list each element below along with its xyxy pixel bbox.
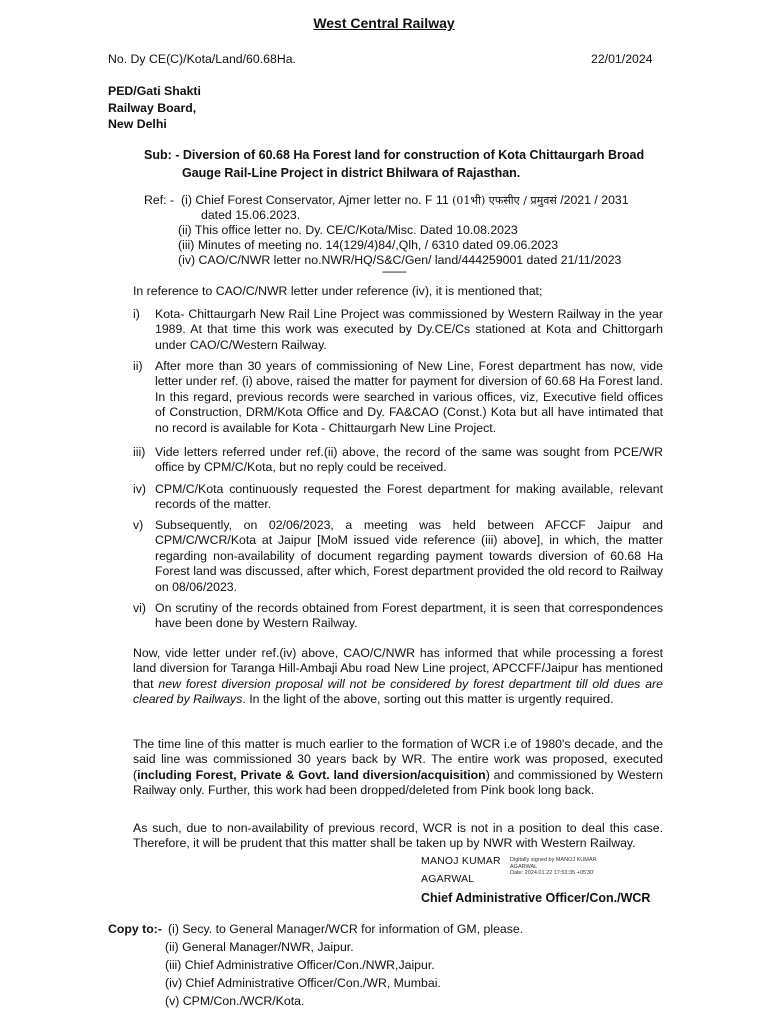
subject-label: Sub: - (144, 148, 180, 162)
ref-label: Ref: - (144, 193, 175, 207)
addressee-line: PED/Gati Shakti (108, 84, 201, 98)
addressee-line: New Delhi (108, 117, 167, 131)
digital-signature-stamp: Digitally signed by MANOJ KUMAR AGARWAL Date: 2024.01.22 17:53:35 +05'30' (510, 857, 597, 876)
organization-title: West Central Railway (313, 15, 455, 31)
copy-recipient: (v) CPM/Con./WCR/Kota. (165, 994, 305, 1008)
copy-recipient: (i) Secy. to General Manager/WCR for information of GM, please. (168, 922, 524, 936)
paragraph-conclusion: As such, due to non-availability of previous record, WCR is not in a position to deal this case. Therefore, it will be prudent that this matter shall be taken up by NWR with Western Railway. (133, 821, 663, 851)
copy-recipient: (iv) Chief Administrative Officer/Con./WR, Mumbai. (165, 976, 441, 990)
addressee-line: Railway Board, (108, 100, 197, 115)
signature-name: MANOJ KUMAR AGARWAL (421, 855, 501, 885)
addressee-block (108, 83, 201, 133)
intro-text: In reference to CAO/C/NWR letter under reference (iv), it is mentioned that; (133, 284, 543, 298)
signatory-designation: Chief Administrative Officer/Con./WCR (421, 891, 651, 905)
letter-page: West Central Railway No. Dy CE(C)/Kota/Land/60.68Ha. 22/01/2024 PED/Gati Shakti Railway Board, New Delhi Sub: - Diversion of 60.68 Ha Forest land for construction of Kota Chittaurgarh Broad Gauge Rail-Line Project in district Bhilwara of Rajasthan. Ref: - (i) Chief Forest Conservator, Ajmer letter no. F 11 (01भी) एफसीए / प्रमुवसं /2021 / 2031 dated 15.06.2023. (ii) This office letter no. Dy. CE/C/Kota/Misc. Dated 10.08.2023 (iii) Minutes of meeting no. 14(129/4)84/,Qlh, / 6310 dated 09.06.2023 (iv) CAO/C/NWR letter no.NWR/HQ/S&C/Gen/ land/444259001 dated 21/11/2023 --------- In reference to CAO/C/NWR letter under reference (iv), it is mentioned that; i) Kota- Chittaurgarh New Rail Line Project was commissioned by Western Railway in the year 1989. At that time this work was executed by Dy.CE/Cs stationed at Kota and Chittorgarh under CAO/C/Western Railway. ii) After more than 30 years of commissioning of New Line, Forest department has now, vide letter under ref. (i) above, raised the matter for payment for diversion of 60.68 Ha Forest land. In this regard, previous records were searched in various offices, viz, Executive field offices of Construction, DRM/Kota Office and Dy. FA&CAO (Const.) Kota but all have intimated that no record is available for Kota - Chittaurgarh New Line Project. iii) Vide letters referred under ref.(ii) above, the record of the same was sought from PCE/WR office by CPM/C/Kota, but no reply could be received. iv) CPM/C/Kota continuously requested the Forest department for making available, relevant records of the matter. v) Subsequently, on 02/06/2023, a meeting was held between AFCCF Jaipur and CPM/C/WCR/Kota at Jaipur [MoM issued vide reference (iii) above], in which, the matter regarding non-availability of document regarding payment towards diversion of 60.68 Ha Forest land was discussed, after which, Forest department provided the old record to Railway on 08/06/2023. vi) On scrutiny of the records obtained from Forest department, it is seen that correspondences have been done by Western Railway. Now, vide letter under ref.(iv) above, CAO/C/NWR has informed that while processing a forest land diversion for Taranga Hill-Ambaji Abu road New Line project, APCCFF/Jaipur has mentioned that new forest diversion proposal will not be considered by forest department till old dues are cleared by Railways. In the light of the above, sorting out this matter is urgently required. The time line of this matter is much earlier to the formation of WCR i.e of 1980's decade, and the said line was commissioned 30 years back by WR. The entire work was proposed, executed (including Forest, Private & Govt. land diversion/acquisition) and commissioned by Western Railway only. Further, this work had been dropped/deleted from Pink book long back. As such, due to non-availability of previous record, WCR is not in a position to deal this case. Therefore, it will be prudent that this matter shall be taken up by NWR with Western Railway. MANOJ KUMAR AGARWAL Digitally signed by MANOJ KUMAR AGARWAL Date: 2024.01.22 17:53:35 +05'30' Chief Administrative Officer/Con./WCR Copy to:- (i) Secy. to General Manager/WCR for information of GM, please. (ii) General Manager/NWR, Jaipur. (iii) Chief Administrative Officer/Con./NWR,Jaipur. (iv) Chief Administrative Officer/Con./WR, Mumbai. (v) CPM/Con./WCR/Kota. (0, 0, 768, 1024)
divider: --------- (382, 266, 406, 278)
copy-to-label: Copy to:- (108, 922, 162, 936)
paragraph-timeline: The time line of this matter is much earlier to the formation of WCR i.e of 1980's decade, and the said line was commissioned 30 years back by WR. The entire work was proposed, executed (including Forest, Private & Govt. land diversion/acquisition) and commissioned by Western Railway only. Further, this work had been dropped/deleted from Pink book long back. (133, 737, 663, 798)
subject-text: Diversion of 60.68 Ha Forest land for construction of Kota Chittaurgarh Broad (182, 148, 645, 162)
ref-item-continuation: dated 15.06.2023. (201, 208, 301, 222)
ref-item: (ii) This office letter no. Dy. CE/C/Kota/Misc. Dated 10.08.2023 (178, 223, 518, 237)
paragraph-forest-dues: Now, vide letter under ref.(iv) above, CAO/C/NWR has informed that while processing a forest land diversion for Taranga Hill-Ambaji Abu road New Line project, APCCFF/Jaipur has mentioned that new forest diversion proposal will not be considered by forest department till old dues are cleared by Railways. In the light of the above, sorting out this matter is urgently required. (133, 646, 663, 707)
subject-line-1 (144, 147, 644, 164)
reference-number: No. Dy CE(C)/Kota/Land/60.68Ha. (108, 52, 296, 66)
letter-date: 22/01/2024 (591, 52, 653, 66)
ref-item: (iv) CAO/C/NWR letter no.NWR/HQ/S&C/Gen/ land/444259001 dated 21/11/2023 (178, 253, 622, 267)
copy-recipient: (ii) General Manager/NWR, Jaipur. (165, 940, 354, 954)
ref-item: (i) Chief Forest Conservator, Ajmer letter no. F 11 (01भी) एफसीए / प्रमुवसं /2021 / 2031 (181, 193, 629, 207)
copy-recipient: (iii) Chief Administrative Officer/Con./NWR,Jaipur. (165, 958, 435, 972)
ref-item: (iii) Minutes of meeting no. 14(129/4)84/,Qlh, / 6310 dated 09.06.2023 (178, 238, 559, 252)
subject-line-2: Gauge Rail-Line Project in district Bhilwara of Rajasthan. (182, 166, 521, 180)
